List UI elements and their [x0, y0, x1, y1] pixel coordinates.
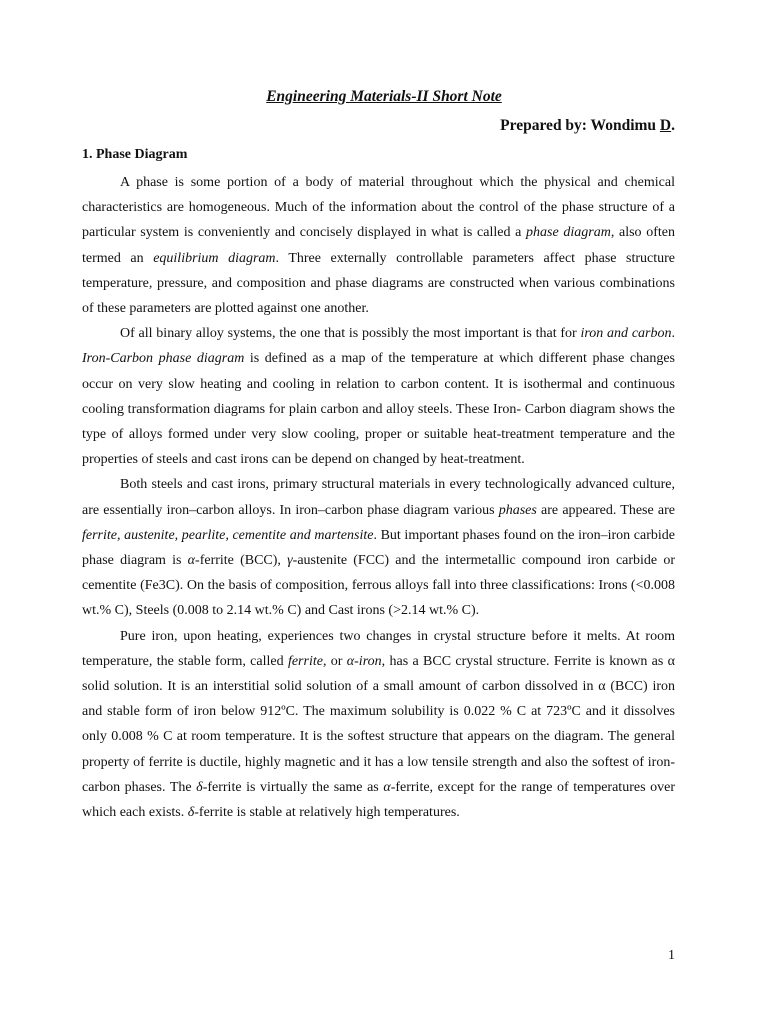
italic-term: phase diagram	[526, 225, 611, 241]
text-run: Pure iron, upon heating, experiences two changes in crystal structure before it melts. At room temperature, the stable form, called	[82, 628, 675, 669]
paragraph	[82, 624, 675, 826]
italic-term: ferrite	[287, 653, 323, 669]
paragraph	[82, 472, 675, 623]
text-run: -ferrite, except for the range of temperatures over which each exists.	[82, 779, 675, 821]
document-title: Engineering Materials-II Short Note	[266, 88, 502, 105]
text-run: , or	[322, 653, 347, 669]
text-run: is defined as a map of the temperature at which different phase changes occur on very slow heating and cooling in relation to carbon content. It is isothermal and continuous cooling transformation diagrams for plain carbon and alloy steels. These Iron- Carbon diagram shows the type of alloys formed under very slow cooling, proper or suitable heat-treatment temperature and the properties of steels and cast irons can be depend on changed by heat-treatment.	[82, 351, 675, 468]
italic-term: δ	[196, 779, 203, 795]
text-run: .	[671, 326, 675, 342]
text-run: Both steels and cast irons, primary structural materials in every technologically advanced culture, are essentially iron–carbon alloys. In iron–carbon phase diagram various	[82, 477, 675, 518]
italic-term: α	[383, 779, 391, 795]
text-run: , also often termed an	[82, 225, 675, 266]
text-run: Of all binary alloy systems, the one that is possibly the most important is that for	[120, 326, 581, 342]
author-byline	[500, 117, 675, 135]
paragraph	[82, 170, 675, 321]
italic-term: δ	[187, 805, 195, 821]
text-run: -ferrite is virtually the same as	[202, 779, 384, 795]
byline-initial: D	[659, 117, 672, 134]
page-number: 1	[668, 948, 675, 963]
paragraph	[82, 321, 675, 472]
italic-term: phases	[498, 502, 537, 518]
section-heading: 1. Phase Diagram	[82, 147, 188, 162]
text-run: -ferrite is stable at relatively high temperatures.	[194, 805, 460, 821]
text-run: -austenite (FCC) and the intermetallic compound iron carbide or cementite (Fe3C). On the basis of composition, ferrous alloys fall into three classifications: Irons (<0.008 wt.% C), Steels (0.008 to 2.14 wt.% C) and Cast irons (>2.14 wt.% C).	[82, 553, 675, 619]
italic-term: Iron-Carbon phase diagram	[82, 351, 245, 367]
byline-label: Prepared by: Wondimu	[500, 117, 660, 134]
text-run: A phase is some portion of a body of material throughout which the physical and chemical characteristics are homogeneous. Much of the information about the control of the phase structure of a particular system is conveniently and concisely displayed in what is called a	[82, 175, 675, 241]
italic-term: α	[187, 553, 196, 569]
body-text	[82, 170, 675, 825]
text-run: . But important phases found on the iron–iron carbide phase diagram is	[82, 527, 675, 569]
italic-term: γ	[287, 553, 293, 569]
byline-end: .	[671, 117, 675, 134]
text-run: , has a BCC crystal structure. Ferrite is known as α solid solution. It is an interstitial solid solution of a small amount of carbon dissolved in α (BCC) iron and stable form of iron below 912ºC. The maximum solubility is 0.022 % C at 723ºC and it dissolves only 0.008 % C at room temperature. It is the softest structure that appears on the diagram. The general property of ferrite is ductile, highly magnetic and it has a low tensile strength and also the softest of iron-carbon phases. The	[82, 653, 675, 795]
italic-term: α-iron	[346, 653, 382, 669]
italic-term: equilibrium diagram	[153, 250, 276, 266]
text-run: -ferrite (BCC),	[195, 553, 288, 569]
text-run: . Three externally controllable parameters affect phase structure temperature, pressure, and composition and phase diagrams are constructed when various combinations of these parameters are plotted against one another.	[82, 250, 676, 317]
italic-term: ferrite, austenite, pearlite, cementite and martensite	[82, 527, 374, 543]
italic-term: iron and carbon	[580, 326, 672, 342]
text-run: are appeared. These are	[536, 502, 675, 518]
